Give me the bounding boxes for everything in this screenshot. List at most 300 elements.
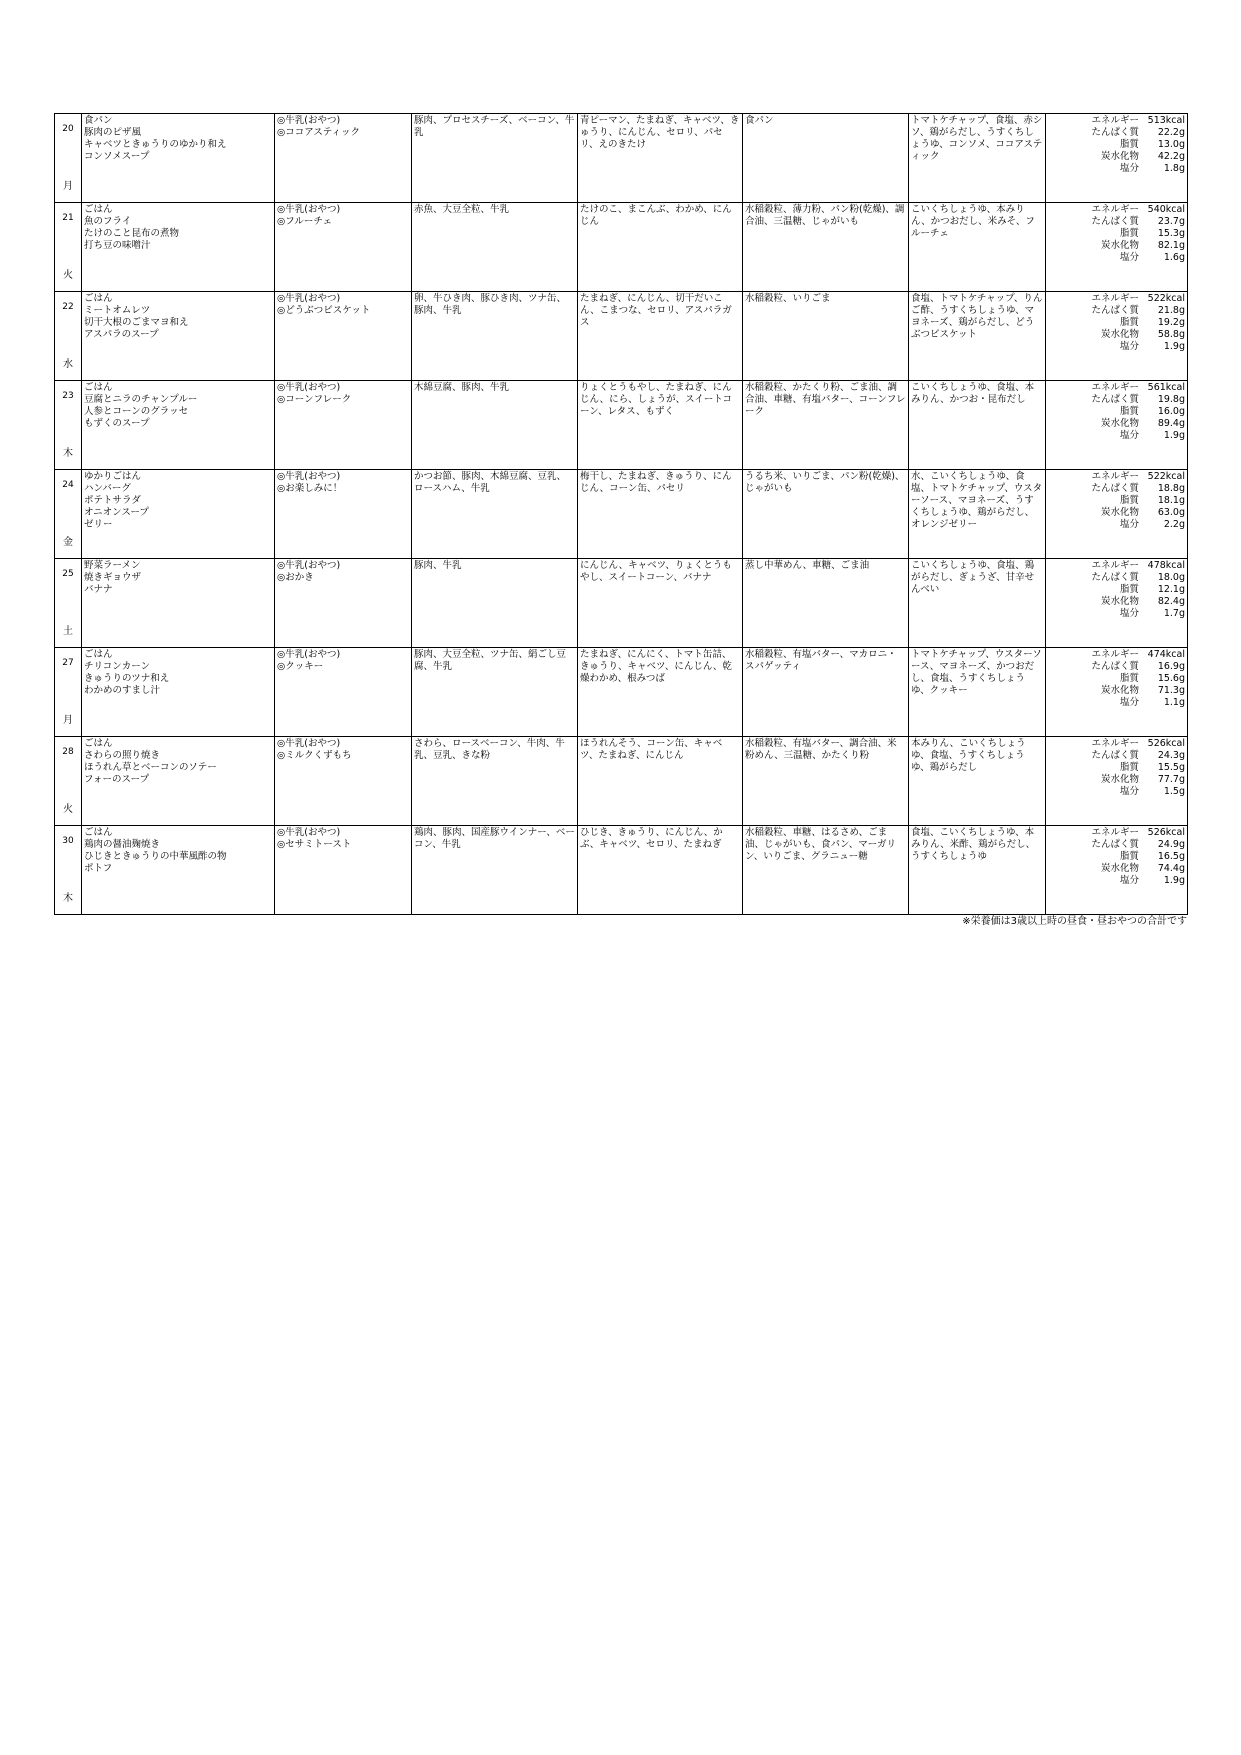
menu-cell <box>82 826 275 915</box>
nutrition-carb-row <box>1048 240 1185 252</box>
nutrition-carb-row <box>1048 596 1185 608</box>
yellow-group-cell: 水稲穀粒、薄力粉、パン粉(乾燥)、調合油、三温糖、じゃがいも <box>743 203 909 292</box>
menu-item: 打ち豆の味噌汁 <box>84 240 151 251</box>
snack-item: ◎牛乳(おやつ) <box>277 204 341 215</box>
weekday: 月 <box>63 715 73 726</box>
nutrition-fat-row <box>1048 673 1185 685</box>
nutrition-salt-row <box>1048 875 1185 887</box>
snack-item: ◎牛乳(おやつ) <box>277 471 341 482</box>
date-inner <box>55 657 81 727</box>
weekday: 水 <box>63 359 73 370</box>
nutrition-fat-label: 脂質 <box>1119 406 1139 417</box>
seasoning-cell: こいくちしょうゆ、食塩、本みりん、かつお・昆布だし <box>909 381 1046 470</box>
nutrition-salt-row <box>1048 786 1185 798</box>
nutrition-cell <box>1046 292 1188 381</box>
nutrition-energy-label: エネルギー <box>1091 293 1139 304</box>
menu-item: ごはん <box>84 293 113 304</box>
menu-item: バナナ <box>84 584 113 595</box>
nutrition-salt-label: 塩分 <box>1119 341 1139 352</box>
seasoning-cell: こいくちしょうゆ、本みりん、かつおだし、米みそ、フルーチェ <box>909 203 1046 292</box>
nutrition-protein-row <box>1048 572 1185 584</box>
red-group-cell: 豚肉、牛乳 <box>412 559 578 648</box>
nutrition-cell <box>1046 114 1188 203</box>
green-group-cell: りょくとうもやし、たまねぎ、にんじん、にら、しょうが、スイートコーン、レタス、もずく <box>578 381 743 470</box>
nutrition-energy-label: エネルギー <box>1091 471 1139 482</box>
nutrition-protein-label: たんぱく質 <box>1091 127 1139 138</box>
nutrition-salt-row <box>1048 252 1185 264</box>
nutrition-energy-row <box>1048 471 1185 483</box>
nutrition-protein-label: たんぱく質 <box>1091 839 1139 850</box>
green-group-cell: たまねぎ、にんにく、トマト缶詰、きゅうり、キャベツ、にんじん、乾燥わかめ、根みつば <box>578 648 743 737</box>
red-group-cell: 鶏肉、豚肉、国産豚ウインナー、ベーコン、牛乳 <box>412 826 578 915</box>
weekday: 土 <box>63 626 73 637</box>
nutrition-carb-value: 71.3g <box>1157 685 1185 696</box>
nutrition-fat-value: 15.5g <box>1157 762 1185 773</box>
nutrition-protein-label: たんぱく質 <box>1091 572 1139 583</box>
nutrition-fat-label: 脂質 <box>1119 851 1139 862</box>
nutrition-fat-label: 脂質 <box>1119 228 1139 239</box>
nutrition-carb-label: 炭水化物 <box>1100 418 1139 429</box>
footnote: ※栄養価は3歳以上時の昼食・昼おやつの合計です <box>962 916 1187 927</box>
yellow-group-cell: うるち米、いりごま、パン粉(乾燥)、じゃがいも <box>743 470 909 559</box>
nutrition-protein-row <box>1048 394 1185 406</box>
date-inner <box>55 301 81 371</box>
day-number: 25 <box>62 569 74 579</box>
nutrition-carb-value: 77.7g <box>1157 774 1185 785</box>
menu-body <box>55 114 1188 915</box>
nutrition-protein-value: 24.3g <box>1157 750 1185 761</box>
nutrition-cell <box>1046 470 1188 559</box>
nutrition-protein-row <box>1048 483 1185 495</box>
snack-item: ◎クッキー <box>277 661 324 672</box>
date-inner <box>55 479 81 549</box>
green-group-cell: 梅干し、たまねぎ、きゅうり、にんじん、コーン缶、パセリ <box>578 470 743 559</box>
snack-item: ◎セサミトースト <box>277 839 352 850</box>
nutrition-salt-row <box>1048 430 1185 442</box>
seasoning-cell: トマトケチャップ、ウスターソース、マヨネーズ、かつおだし、食塩、うすくちしょうゆ、クッキー <box>909 648 1046 737</box>
nutrition-fat-row <box>1048 584 1185 596</box>
nutrition-energy-value: 474kcal <box>1147 649 1185 660</box>
yellow-group-cell: 水稲穀粒、有塩バター、マカロニ・スパゲッティ <box>743 648 909 737</box>
date-inner <box>55 746 81 816</box>
menu-item: ポトフ <box>84 863 113 874</box>
seasoning-cell: 水、こいくちしょうゆ、食塩、トマトケチャップ、ウスターソース、マヨネーズ、うすくちしょうゆ、鶏がらだし、オレンジゼリー <box>909 470 1046 559</box>
red-group-cell: かつお節、豚肉、木綿豆腐、豆乳、ロースハム、牛乳 <box>412 470 578 559</box>
nutrition-cell <box>1046 648 1188 737</box>
nutrition-salt-row <box>1048 519 1185 531</box>
nutrition-energy-row <box>1048 115 1185 127</box>
menu-table <box>54 113 1188 915</box>
seasoning-cell: こいくちしょうゆ、食塩、鶏がらだし、ぎょうざ、甘辛せんべい <box>909 559 1046 648</box>
nutrition-protein-label: たんぱく質 <box>1091 750 1139 761</box>
nutrition-carb-label: 炭水化物 <box>1100 151 1139 162</box>
day-number: 22 <box>62 302 74 312</box>
yellow-group-cell: 水稲穀粒、いりごま <box>743 292 909 381</box>
snack-item: ◎コーンフレーク <box>277 394 352 405</box>
nutrition-protein-label: たんぱく質 <box>1091 216 1139 227</box>
snack-cell <box>275 292 412 381</box>
nutrition-carb-value: 89.4g <box>1157 418 1185 429</box>
nutrition-protein-value: 24.9g <box>1157 839 1185 850</box>
nutrition-fat-row <box>1048 406 1185 418</box>
snack-item: ◎ミルクくずもち <box>277 750 352 761</box>
weekday: 火 <box>63 804 73 815</box>
menu-item: ミートオムレツ <box>84 305 151 316</box>
nutrition-fat-label: 脂質 <box>1119 495 1139 506</box>
menu-item: たけのこと昆布の煮物 <box>84 228 180 239</box>
nutrition-carb-value: 74.4g <box>1157 863 1185 874</box>
nutrition-fat-row <box>1048 762 1185 774</box>
nutrition-protein-row <box>1048 216 1185 228</box>
nutrition-protein-row <box>1048 305 1185 317</box>
nutrition-carb-row <box>1048 329 1185 341</box>
seasoning-cell: 本みりん、こいくちしょうゆ、食塩、うすくちしょうゆ、鶏がらだし <box>909 737 1046 826</box>
day-number: 23 <box>62 391 74 401</box>
date-inner <box>55 568 81 638</box>
nutrition-carb-value: 82.4g <box>1157 596 1185 607</box>
date-inner <box>55 123 81 193</box>
menu-item: 人参とコーンのグラッセ <box>84 406 189 417</box>
table-row <box>55 470 1188 559</box>
green-group-cell: 青ピーマン、たまねぎ、キャベツ、きゅうり、にんじん、セロリ、パセリ、えのきたけ <box>578 114 743 203</box>
menu-item: ごはん <box>84 827 113 838</box>
nutrition-salt-value: 1.9g <box>1163 875 1185 886</box>
day-number: 20 <box>62 124 74 134</box>
red-group-cell: 豚肉、大豆全粒、ツナ缶、絹ごし豆腐、牛乳 <box>412 648 578 737</box>
nutrition-protein-row <box>1048 839 1185 851</box>
date-cell <box>55 648 82 737</box>
nutrition-carb-row <box>1048 685 1185 697</box>
red-group-cell: 豚肉、プロセスチーズ、ベーコン、牛乳 <box>412 114 578 203</box>
nutrition-carb-label: 炭水化物 <box>1100 774 1139 785</box>
nutrition-salt-row <box>1048 608 1185 620</box>
snack-cell <box>275 648 412 737</box>
date-cell <box>55 470 82 559</box>
nutrition-protein-value: 23.7g <box>1157 216 1185 227</box>
menu-item: 野菜ラーメン <box>84 560 141 571</box>
weekday: 金 <box>63 537 73 548</box>
menu-item: 豚肉のピザ風 <box>84 127 142 138</box>
snack-cell <box>275 203 412 292</box>
nutrition-protein-value: 18.0g <box>1157 572 1185 583</box>
nutrition-salt-value: 1.5g <box>1163 786 1185 797</box>
table-row <box>55 203 1188 292</box>
red-group-cell: 卵、牛ひき肉、豚ひき肉、ツナ缶、豚肉、牛乳 <box>412 292 578 381</box>
nutrition-energy-row <box>1048 649 1185 661</box>
menu-item: わかめのすまし汁 <box>84 685 161 696</box>
menu-item: ゆかりごはん <box>84 471 142 482</box>
snack-item: ◎お楽しみに！ <box>277 483 343 494</box>
nutrition-energy-label: エネルギー <box>1091 115 1139 126</box>
date-cell <box>55 114 82 203</box>
nutrition-energy-value: 526kcal <box>1147 738 1185 749</box>
snack-item: ◎牛乳(おやつ) <box>277 115 341 126</box>
seasoning-cell: トマトケチャップ、食塩、赤シソ、鶏がらだし、うすくちしょうゆ、コンソメ、ココアスティック <box>909 114 1046 203</box>
menu-item: 鶏肉の醤油麹焼き <box>84 839 161 850</box>
nutrition-protein-label: たんぱく質 <box>1091 394 1139 405</box>
menu-cell <box>82 381 275 470</box>
green-group-cell: たけのこ、まこんぶ、わかめ、にんじん <box>578 203 743 292</box>
nutrition-protein-row <box>1048 750 1185 762</box>
menu-item: ひじきときゅうりの中華風酢の物 <box>84 851 227 862</box>
red-group-cell: 木綿豆腐、豚肉、牛乳 <box>412 381 578 470</box>
snack-cell <box>275 826 412 915</box>
nutrition-carb-value: 63.0g <box>1157 507 1185 518</box>
nutrition-fat-value: 19.2g <box>1157 317 1185 328</box>
menu-cell <box>82 648 275 737</box>
date-cell <box>55 559 82 648</box>
date-cell <box>55 381 82 470</box>
nutrition-energy-row <box>1048 382 1185 394</box>
nutrition-salt-value: 1.1g <box>1163 697 1185 708</box>
nutrition-fat-label: 脂質 <box>1119 584 1139 595</box>
nutrition-fat-value: 15.3g <box>1157 228 1185 239</box>
nutrition-salt-label: 塩分 <box>1119 430 1139 441</box>
nutrition-energy-label: エネルギー <box>1091 738 1139 749</box>
nutrition-salt-row <box>1048 163 1185 175</box>
snack-cell <box>275 381 412 470</box>
table-row <box>55 114 1188 203</box>
snack-item: ◎おかき <box>277 572 314 583</box>
date-cell <box>55 203 82 292</box>
menu-cell <box>82 203 275 292</box>
table-row <box>55 292 1188 381</box>
nutrition-protein-value: 19.8g <box>1157 394 1185 405</box>
nutrition-salt-value: 1.6g <box>1163 252 1185 263</box>
nutrition-energy-value: 478kcal <box>1147 560 1185 571</box>
nutrition-fat-row <box>1048 317 1185 329</box>
nutrition-energy-row <box>1048 204 1185 216</box>
snack-item: ◎ココアスティック <box>277 127 360 138</box>
menu-cell <box>82 559 275 648</box>
nutrition-energy-label: エネルギー <box>1091 382 1139 393</box>
menu-item: ごはん <box>84 738 113 749</box>
date-inner <box>55 835 81 905</box>
nutrition-salt-value: 1.7g <box>1163 608 1185 619</box>
nutrition-salt-value: 1.9g <box>1163 341 1185 352</box>
nutrition-carb-label: 炭水化物 <box>1100 685 1139 696</box>
date-cell <box>55 737 82 826</box>
nutrition-energy-value: 526kcal <box>1147 827 1185 838</box>
table-row <box>55 559 1188 648</box>
nutrition-energy-label: エネルギー <box>1091 560 1139 571</box>
menu-cell <box>82 292 275 381</box>
menu-cell <box>82 470 275 559</box>
nutrition-energy-row <box>1048 293 1185 305</box>
nutrition-fat-value: 18.1g <box>1157 495 1185 506</box>
weekday: 木 <box>63 448 73 459</box>
menu-item: ほうれん草とベーコンのソテー <box>84 762 217 773</box>
day-number: 30 <box>62 836 74 846</box>
snack-item: ◎牛乳(おやつ) <box>277 560 341 571</box>
nutrition-energy-value: 513kcal <box>1147 115 1185 126</box>
green-group-cell: ほうれんそう、コーン缶、キャベツ、たまねぎ、にんじん <box>578 737 743 826</box>
menu-item: 魚のフライ <box>84 216 132 227</box>
nutrition-carb-value: 42.2g <box>1157 151 1185 162</box>
nutrition-fat-label: 脂質 <box>1119 139 1139 150</box>
nutrition-salt-label: 塩分 <box>1119 786 1139 797</box>
yellow-group-cell: 水稲穀粒、車糖、はるさめ、ごま油、じゃがいも、食パン、マーガリン、いりごま、グラニュー糖 <box>743 826 909 915</box>
day-number: 28 <box>62 747 74 757</box>
nutrition-protein-value: 16.9g <box>1157 661 1185 672</box>
green-group-cell: たまねぎ、にんじん、切干だいこん、こまつな、セロリ、アスパラガス <box>578 292 743 381</box>
menu-item: フォーのスープ <box>84 774 150 785</box>
menu-item: 切干大根のごまマヨ和え <box>84 317 189 328</box>
nutrition-protein-value: 21.8g <box>1157 305 1185 316</box>
menu-cell <box>82 114 275 203</box>
snack-item: ◎フルーチェ <box>277 216 333 227</box>
nutrition-carb-label: 炭水化物 <box>1100 863 1139 874</box>
nutrition-fat-value: 16.5g <box>1157 851 1185 862</box>
nutrition-salt-label: 塩分 <box>1119 519 1139 530</box>
nutrition-protein-label: たんぱく質 <box>1091 661 1139 672</box>
snack-cell <box>275 114 412 203</box>
nutrition-energy-row <box>1048 827 1185 839</box>
menu-item: チリコンカーン <box>84 661 151 672</box>
menu-item: ゼリー <box>84 519 113 530</box>
nutrition-salt-label: 塩分 <box>1119 252 1139 263</box>
snack-cell <box>275 470 412 559</box>
nutrition-carb-row <box>1048 863 1185 875</box>
nutrition-carb-label: 炭水化物 <box>1100 596 1139 607</box>
green-group-cell: にんじん、キャベツ、りょくとうもやし、スイートコーン、バナナ <box>578 559 743 648</box>
menu-item: キャベツときゅうりのゆかり和え <box>84 139 227 150</box>
nutrition-fat-value: 16.0g <box>1157 406 1185 417</box>
yellow-group-cell: 食パン <box>743 114 909 203</box>
menu-item: 焼きギョウザ <box>84 572 142 583</box>
nutrition-salt-label: 塩分 <box>1119 163 1139 174</box>
snack-item: ◎牛乳(おやつ) <box>277 649 341 660</box>
menu-item: 食パン <box>84 115 113 126</box>
menu-item: さわらの照り焼き <box>84 750 161 761</box>
nutrition-energy-value: 540kcal <box>1147 204 1185 215</box>
snack-item: ◎牛乳(おやつ) <box>277 827 341 838</box>
nutrition-carb-row <box>1048 507 1185 519</box>
nutrition-protein-label: たんぱく質 <box>1091 483 1139 494</box>
red-group-cell: 赤魚、大豆全粒、牛乳 <box>412 203 578 292</box>
menu-item: コンソメスープ <box>84 151 150 162</box>
nutrition-carb-row <box>1048 418 1185 430</box>
menu-item: ハンバーグ <box>84 483 131 494</box>
red-group-cell: さわら、ロースベーコン、牛肉、牛乳、豆乳、きな粉 <box>412 737 578 826</box>
nutrition-protein-value: 18.8g <box>1157 483 1185 494</box>
nutrition-fat-row <box>1048 139 1185 151</box>
nutrition-salt-label: 塩分 <box>1119 697 1139 708</box>
nutrition-carb-row <box>1048 774 1185 786</box>
menu-item: オニオンスープ <box>84 507 149 518</box>
nutrition-energy-value: 522kcal <box>1147 471 1185 482</box>
menu-item: きゅうりのツナ和え <box>84 673 170 684</box>
nutrition-salt-value: 1.8g <box>1163 163 1185 174</box>
nutrition-energy-row <box>1048 738 1185 750</box>
nutrition-protein-row <box>1048 661 1185 673</box>
weekday: 火 <box>63 270 73 281</box>
seasoning-cell: 食塩、こいくちしょうゆ、本みりん、米酢、鶏がらだし、うすくちしょうゆ <box>909 826 1046 915</box>
seasoning-cell: 食塩、トマトケチャップ、りんご酢、うすくちしょうゆ、マヨネーズ、鶏がらだし、どうぶつビスケット <box>909 292 1046 381</box>
nutrition-fat-value: 12.1g <box>1157 584 1185 595</box>
menu-item: ごはん <box>84 204 113 215</box>
menu-cell <box>82 737 275 826</box>
day-number: 21 <box>62 213 74 223</box>
nutrition-fat-label: 脂質 <box>1119 762 1139 773</box>
nutrition-cell <box>1046 826 1188 915</box>
nutrition-carb-label: 炭水化物 <box>1100 240 1139 251</box>
yellow-group-cell: 水稲穀粒、かたくり粉、ごま油、調合油、車糖、有塩バター、コーンフレーク <box>743 381 909 470</box>
nutrition-fat-value: 13.0g <box>1157 139 1185 150</box>
nutrition-fat-row <box>1048 851 1185 863</box>
nutrition-salt-row <box>1048 341 1185 353</box>
nutrition-protein-value: 22.2g <box>1157 127 1185 138</box>
date-cell <box>55 826 82 915</box>
snack-item: ◎牛乳(おやつ) <box>277 382 341 393</box>
nutrition-carb-value: 82.1g <box>1157 240 1185 251</box>
yellow-group-cell: 蒸し中華めん、車糖、ごま油 <box>743 559 909 648</box>
nutrition-fat-row <box>1048 228 1185 240</box>
menu-item: ごはん <box>84 382 113 393</box>
table-row <box>55 648 1188 737</box>
nutrition-protein-row <box>1048 127 1185 139</box>
nutrition-salt-label: 塩分 <box>1119 875 1139 886</box>
nutrition-carb-row <box>1048 151 1185 163</box>
nutrition-carb-value: 58.8g <box>1157 329 1185 340</box>
menu-item: 豆腐とニラのチャンプルー <box>84 394 198 405</box>
snack-item: ◎牛乳(おやつ) <box>277 293 341 304</box>
day-number: 24 <box>62 480 74 490</box>
nutrition-cell <box>1046 381 1188 470</box>
nutrition-fat-value: 15.6g <box>1157 673 1185 684</box>
table-row <box>55 381 1188 470</box>
nutrition-protein-label: たんぱく質 <box>1091 305 1139 316</box>
nutrition-carb-label: 炭水化物 <box>1100 329 1139 340</box>
menu-item: アスパラのスープ <box>84 329 159 340</box>
date-inner <box>55 390 81 460</box>
date-inner <box>55 212 81 282</box>
nutrition-salt-row <box>1048 697 1185 709</box>
nutrition-energy-label: エネルギー <box>1091 649 1139 660</box>
snack-item: ◎どうぶつビスケット <box>277 305 371 316</box>
nutrition-cell <box>1046 737 1188 826</box>
weekday: 木 <box>63 893 73 904</box>
snack-item: ◎牛乳(おやつ) <box>277 738 341 749</box>
snack-cell <box>275 737 412 826</box>
nutrition-salt-label: 塩分 <box>1119 608 1139 619</box>
nutrition-cell <box>1046 559 1188 648</box>
nutrition-salt-value: 2.2g <box>1163 519 1185 530</box>
menu-item: ごはん <box>84 649 113 660</box>
nutrition-energy-value: 522kcal <box>1147 293 1185 304</box>
nutrition-energy-label: エネルギー <box>1091 827 1139 838</box>
nutrition-carb-label: 炭水化物 <box>1100 507 1139 518</box>
table-row <box>55 826 1188 915</box>
snack-cell <box>275 559 412 648</box>
weekday: 月 <box>63 181 73 192</box>
day-number: 27 <box>62 658 74 668</box>
green-group-cell: ひじき、きゅうり、にんじん、かぶ、キャベツ、セロリ、たまねぎ <box>578 826 743 915</box>
nutrition-fat-label: 脂質 <box>1119 673 1139 684</box>
date-cell <box>55 292 82 381</box>
menu-item: ポテトサラダ <box>84 495 141 506</box>
table-row <box>55 737 1188 826</box>
yellow-group-cell: 水稲穀粒、有塩バター、調合油、米粉めん、三温糖、かたくり粉 <box>743 737 909 826</box>
nutrition-fat-label: 脂質 <box>1119 317 1139 328</box>
nutrition-fat-row <box>1048 495 1185 507</box>
menu-item: もずくのスープ <box>84 418 150 429</box>
nutrition-energy-label: エネルギー <box>1091 204 1139 215</box>
nutrition-energy-value: 561kcal <box>1147 382 1185 393</box>
nutrition-energy-row <box>1048 560 1185 572</box>
nutrition-cell <box>1046 203 1188 292</box>
nutrition-salt-value: 1.9g <box>1163 430 1185 441</box>
